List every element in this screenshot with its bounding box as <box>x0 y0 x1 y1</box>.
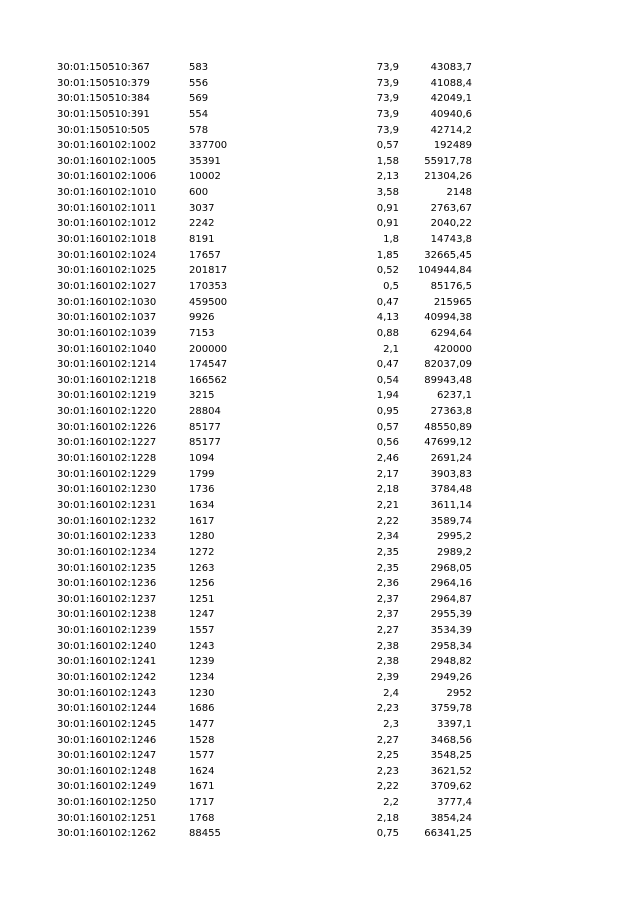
area-cell: 1280 <box>189 531 215 543</box>
area-cell: 1528 <box>189 734 215 746</box>
rate-cell: 0,5 <box>383 280 399 292</box>
area-cell: 85177 <box>189 437 221 449</box>
area-cell: 556 <box>189 77 209 89</box>
area-cell: 554 <box>189 108 209 120</box>
table-row <box>57 498 477 514</box>
value-cell: 2955,39 <box>430 609 472 621</box>
rate-cell: 73,9 <box>376 93 399 105</box>
area-cell: 174547 <box>189 359 228 371</box>
rate-cell: 2,27 <box>376 734 399 746</box>
cadastral-number-cell: 30:01:160102:1228 <box>57 453 157 465</box>
rate-cell: 2,3 <box>383 718 399 730</box>
value-cell: 2968,05 <box>430 562 472 574</box>
area-cell: 1243 <box>189 640 215 652</box>
area-cell: 1263 <box>189 562 215 574</box>
value-cell: 6237,1 <box>437 390 472 402</box>
value-cell: 42049,1 <box>430 93 472 105</box>
rate-cell: 2,35 <box>376 562 399 574</box>
table-row <box>57 670 477 686</box>
rate-cell: 2,18 <box>376 812 399 824</box>
cadastral-number-cell: 30:01:160102:1251 <box>57 812 157 824</box>
value-cell: 3621,52 <box>430 765 472 777</box>
value-cell: 14743,8 <box>430 234 472 246</box>
cadastral-number-cell: 30:01:160102:1245 <box>57 718 157 730</box>
value-cell: 2763,67 <box>430 202 472 214</box>
value-cell: 3759,78 <box>430 703 472 715</box>
cadastral-number-cell: 30:01:160102:1005 <box>57 155 157 167</box>
value-cell: 2148 <box>446 187 472 199</box>
rate-cell: 2,21 <box>376 499 399 511</box>
value-cell: 2989,2 <box>437 546 472 558</box>
cadastral-number-cell: 30:01:160102:1238 <box>57 609 157 621</box>
value-cell: 2691,24 <box>430 453 472 465</box>
rate-cell: 2,37 <box>376 593 399 605</box>
rate-cell: 0,47 <box>376 296 399 308</box>
area-cell: 1234 <box>189 671 215 683</box>
rate-cell: 2,2 <box>383 797 399 809</box>
table-row <box>57 201 477 217</box>
value-cell: 3903,83 <box>430 468 472 480</box>
area-cell: 1617 <box>189 515 215 527</box>
area-cell: 10002 <box>189 171 221 183</box>
cadastral-number-cell: 30:01:160102:1236 <box>57 578 157 590</box>
table-row <box>57 779 477 795</box>
area-cell: 200000 <box>189 343 228 355</box>
value-cell: 2949,26 <box>430 671 472 683</box>
value-cell: 2952 <box>446 687 472 699</box>
value-cell: 2040,22 <box>430 218 472 230</box>
table-row <box>57 357 477 373</box>
cadastral-number-cell: 30:01:160102:1219 <box>57 390 157 402</box>
rate-cell: 2,34 <box>376 531 399 543</box>
table-row <box>57 91 477 107</box>
area-cell: 1624 <box>189 765 215 777</box>
table-row <box>57 60 477 76</box>
rate-cell: 1,85 <box>376 249 399 261</box>
area-cell: 1251 <box>189 593 215 605</box>
table-row <box>57 295 477 311</box>
value-cell: 215965 <box>433 296 472 308</box>
cadastral-number-cell: 30:01:160102:1262 <box>57 828 157 840</box>
value-cell: 3854,24 <box>430 812 472 824</box>
cadastral-number-cell: 30:01:160102:1039 <box>57 327 157 339</box>
cadastral-number-cell: 30:01:160102:1240 <box>57 640 157 652</box>
value-cell: 42714,2 <box>430 124 472 136</box>
rate-cell: 73,9 <box>376 77 399 89</box>
area-cell: 1247 <box>189 609 215 621</box>
rate-cell: 2,35 <box>376 546 399 558</box>
table-row <box>57 216 477 232</box>
cadastral-number-cell: 30:01:160102:1006 <box>57 171 157 183</box>
table-row <box>57 467 477 483</box>
value-cell: 27363,8 <box>430 406 472 418</box>
table-row <box>57 451 477 467</box>
rate-cell: 1,8 <box>383 234 399 246</box>
cadastral-number-cell: 30:01:160102:1002 <box>57 140 157 152</box>
cadastral-number-cell: 30:01:150510:384 <box>57 93 150 105</box>
cadastral-number-cell: 30:01:160102:1025 <box>57 265 157 277</box>
value-cell: 2995,2 <box>437 531 472 543</box>
table-row <box>57 388 477 404</box>
table-row <box>57 373 477 389</box>
rate-cell: 2,37 <box>376 609 399 621</box>
rate-cell: 2,1 <box>383 343 399 355</box>
rate-cell: 0,91 <box>376 202 399 214</box>
value-cell: 41088,4 <box>430 77 472 89</box>
table-row <box>57 623 477 639</box>
table-row <box>57 795 477 811</box>
cadastral-number-cell: 30:01:160102:1247 <box>57 750 157 762</box>
table-row <box>57 811 477 827</box>
area-cell: 1230 <box>189 687 215 699</box>
cadastral-number-cell: 30:01:160102:1024 <box>57 249 157 261</box>
table-row <box>57 435 477 451</box>
area-cell: 17657 <box>189 249 221 261</box>
rate-cell: 2,4 <box>383 687 399 699</box>
area-cell: 459500 <box>189 296 228 308</box>
area-cell: 1256 <box>189 578 215 590</box>
rate-cell: 2,18 <box>376 484 399 496</box>
value-cell: 420000 <box>433 343 472 355</box>
rate-cell: 2,23 <box>376 703 399 715</box>
table-row <box>57 310 477 326</box>
cadastral-number-cell: 30:01:160102:1218 <box>57 374 157 386</box>
table-row <box>57 561 477 577</box>
cadastral-number-cell: 30:01:160102:1249 <box>57 781 157 793</box>
cadastral-number-cell: 30:01:160102:1244 <box>57 703 157 715</box>
cadastral-number-cell: 30:01:160102:1011 <box>57 202 157 214</box>
table-row <box>57 326 477 342</box>
cadastral-number-cell: 30:01:150510:367 <box>57 62 150 73</box>
cadastral-number-cell: 30:01:160102:1226 <box>57 421 157 433</box>
value-cell: 55917,78 <box>424 155 472 167</box>
rate-cell: 0,47 <box>376 359 399 371</box>
rate-cell: 3,58 <box>376 187 399 199</box>
area-cell: 3037 <box>189 202 215 214</box>
value-cell: 43083,7 <box>430 62 472 73</box>
rate-cell: 2,17 <box>376 468 399 480</box>
cadastral-number-cell: 30:01:150510:379 <box>57 77 150 89</box>
value-cell: 21304,26 <box>424 171 472 183</box>
rate-cell: 0,52 <box>376 265 399 277</box>
table-row <box>57 154 477 170</box>
area-cell: 35391 <box>189 155 221 167</box>
rate-cell: 2,38 <box>376 640 399 652</box>
table-row <box>57 248 477 264</box>
area-cell: 1094 <box>189 453 215 465</box>
area-cell: 9926 <box>189 312 215 324</box>
area-cell: 1634 <box>189 499 215 511</box>
value-cell: 40994,38 <box>424 312 472 324</box>
table-row <box>57 639 477 655</box>
value-cell: 2964,16 <box>430 578 472 590</box>
rate-cell: 2,13 <box>376 171 399 183</box>
rate-cell: 2,46 <box>376 453 399 465</box>
value-cell: 32665,45 <box>424 249 472 261</box>
value-cell: 47699,12 <box>424 437 472 449</box>
area-cell: 201817 <box>189 265 228 277</box>
table-row <box>57 138 477 154</box>
value-cell: 3468,56 <box>430 734 472 746</box>
rate-cell: 1,94 <box>376 390 399 402</box>
cadastral-number-cell: 30:01:160102:1030 <box>57 296 157 308</box>
area-cell: 88455 <box>189 828 221 840</box>
area-cell: 1768 <box>189 812 215 824</box>
rate-cell: 0,57 <box>376 140 399 152</box>
value-cell: 3397,1 <box>437 718 472 730</box>
cadastral-number-cell: 30:01:160102:1040 <box>57 343 157 355</box>
table-row <box>57 279 477 295</box>
data-table <box>57 60 477 842</box>
rate-cell: 0,88 <box>376 327 399 339</box>
table-row <box>57 592 477 608</box>
cadastral-number-cell: 30:01:160102:1037 <box>57 312 157 324</box>
rate-cell: 2,38 <box>376 656 399 668</box>
table-row <box>57 232 477 248</box>
table-row <box>57 404 477 420</box>
table-row <box>57 748 477 764</box>
area-cell: 583 <box>189 62 209 73</box>
cadastral-number-cell: 30:01:160102:1241 <box>57 656 157 668</box>
cadastral-number-cell: 30:01:160102:1239 <box>57 625 157 637</box>
value-cell: 2964,87 <box>430 593 472 605</box>
table-row <box>57 169 477 185</box>
value-cell: 48550,89 <box>424 421 472 433</box>
value-cell: 89943,48 <box>424 374 472 386</box>
value-cell: 2948,82 <box>430 656 472 668</box>
rate-cell: 73,9 <box>376 62 399 73</box>
value-cell: 3548,25 <box>430 750 472 762</box>
area-cell: 1736 <box>189 484 215 496</box>
area-cell: 170353 <box>189 280 228 292</box>
table-row <box>57 342 477 358</box>
value-cell: 6294,64 <box>430 327 472 339</box>
rate-cell: 2,25 <box>376 750 399 762</box>
value-cell: 3589,74 <box>430 515 472 527</box>
value-cell: 3709,62 <box>430 781 472 793</box>
value-cell: 85176,5 <box>430 280 472 292</box>
table-row <box>57 529 477 545</box>
table-row <box>57 185 477 201</box>
cadastral-number-cell: 30:01:150510:391 <box>57 108 150 120</box>
area-cell: 1239 <box>189 656 215 668</box>
table-row <box>57 733 477 749</box>
area-cell: 1477 <box>189 718 215 730</box>
rate-cell: 0,91 <box>376 218 399 230</box>
area-cell: 28804 <box>189 406 221 418</box>
area-cell: 1799 <box>189 468 215 480</box>
rate-cell: 73,9 <box>376 124 399 136</box>
value-cell: 82037,09 <box>424 359 472 371</box>
area-cell: 1557 <box>189 625 215 637</box>
rate-cell: 2,22 <box>376 515 399 527</box>
cadastral-number-cell: 30:01:160102:1250 <box>57 797 157 809</box>
cadastral-number-cell: 30:01:150510:505 <box>57 124 150 136</box>
rate-cell: 0,54 <box>376 374 399 386</box>
table-row <box>57 482 477 498</box>
cadastral-number-cell: 30:01:160102:1234 <box>57 546 157 558</box>
table-row <box>57 123 477 139</box>
rate-cell: 0,75 <box>376 828 399 840</box>
area-cell: 2242 <box>189 218 215 230</box>
table-row <box>57 107 477 123</box>
rate-cell: 2,23 <box>376 765 399 777</box>
cadastral-number-cell: 30:01:160102:1242 <box>57 671 157 683</box>
cadastral-number-cell: 30:01:160102:1012 <box>57 218 157 230</box>
cadastral-number-cell: 30:01:160102:1230 <box>57 484 157 496</box>
rate-cell: 4,13 <box>376 312 399 324</box>
cadastral-number-cell: 30:01:160102:1018 <box>57 234 157 246</box>
table-row <box>57 76 477 92</box>
value-cell: 3611,14 <box>430 499 472 511</box>
cadastral-number-cell: 30:01:160102:1231 <box>57 499 157 511</box>
rate-cell: 2,27 <box>376 625 399 637</box>
area-cell: 1272 <box>189 546 215 558</box>
value-cell: 2958,34 <box>430 640 472 652</box>
area-cell: 1717 <box>189 797 215 809</box>
area-cell: 578 <box>189 124 209 136</box>
area-cell: 600 <box>189 187 209 199</box>
table-row <box>57 717 477 733</box>
cadastral-number-cell: 30:01:160102:1232 <box>57 515 157 527</box>
area-cell: 337700 <box>189 140 228 152</box>
cadastral-number-cell: 30:01:160102:1243 <box>57 687 157 699</box>
cadastral-number-cell: 30:01:160102:1214 <box>57 359 157 371</box>
cadastral-number-cell: 30:01:160102:1235 <box>57 562 157 574</box>
rate-cell: 73,9 <box>376 108 399 120</box>
area-cell: 7153 <box>189 327 215 339</box>
value-cell: 40940,6 <box>430 108 472 120</box>
cadastral-number-cell: 30:01:160102:1233 <box>57 531 157 543</box>
table-row <box>57 826 477 842</box>
value-cell: 3777,4 <box>437 797 472 809</box>
rate-cell: 0,56 <box>376 437 399 449</box>
cadastral-number-cell: 30:01:160102:1248 <box>57 765 157 777</box>
table-row <box>57 607 477 623</box>
area-cell: 569 <box>189 93 209 105</box>
area-cell: 1671 <box>189 781 215 793</box>
table-row <box>57 420 477 436</box>
rate-cell: 0,95 <box>376 406 399 418</box>
area-cell: 1686 <box>189 703 215 715</box>
value-cell: 104944,84 <box>417 265 472 277</box>
area-cell: 85177 <box>189 421 221 433</box>
table-row <box>57 263 477 279</box>
cadastral-number-cell: 30:01:160102:1010 <box>57 187 157 199</box>
cadastral-number-cell: 30:01:160102:1027 <box>57 280 157 292</box>
rate-cell: 2,22 <box>376 781 399 793</box>
cadastral-number-cell: 30:01:160102:1220 <box>57 406 157 418</box>
cadastral-number-cell: 30:01:160102:1237 <box>57 593 157 605</box>
table-row <box>57 701 477 717</box>
table-row <box>57 654 477 670</box>
table-row <box>57 545 477 561</box>
value-cell: 3784,48 <box>430 484 472 496</box>
cadastral-number-cell: 30:01:160102:1246 <box>57 734 157 746</box>
value-cell: 66341,25 <box>424 828 472 840</box>
area-cell: 166562 <box>189 374 228 386</box>
cadastral-number-cell: 30:01:160102:1229 <box>57 468 157 480</box>
rate-cell: 2,36 <box>376 578 399 590</box>
rate-cell: 1,58 <box>376 155 399 167</box>
table-row <box>57 576 477 592</box>
value-cell: 3534,39 <box>430 625 472 637</box>
value-cell: 192489 <box>433 140 472 152</box>
table-row <box>57 686 477 702</box>
rate-cell: 0,57 <box>376 421 399 433</box>
area-cell: 8191 <box>189 234 215 246</box>
area-cell: 3215 <box>189 390 215 402</box>
rate-cell: 2,39 <box>376 671 399 683</box>
table-row <box>57 514 477 530</box>
cadastral-number-cell: 30:01:160102:1227 <box>57 437 157 449</box>
area-cell: 1577 <box>189 750 215 762</box>
table-row <box>57 764 477 780</box>
